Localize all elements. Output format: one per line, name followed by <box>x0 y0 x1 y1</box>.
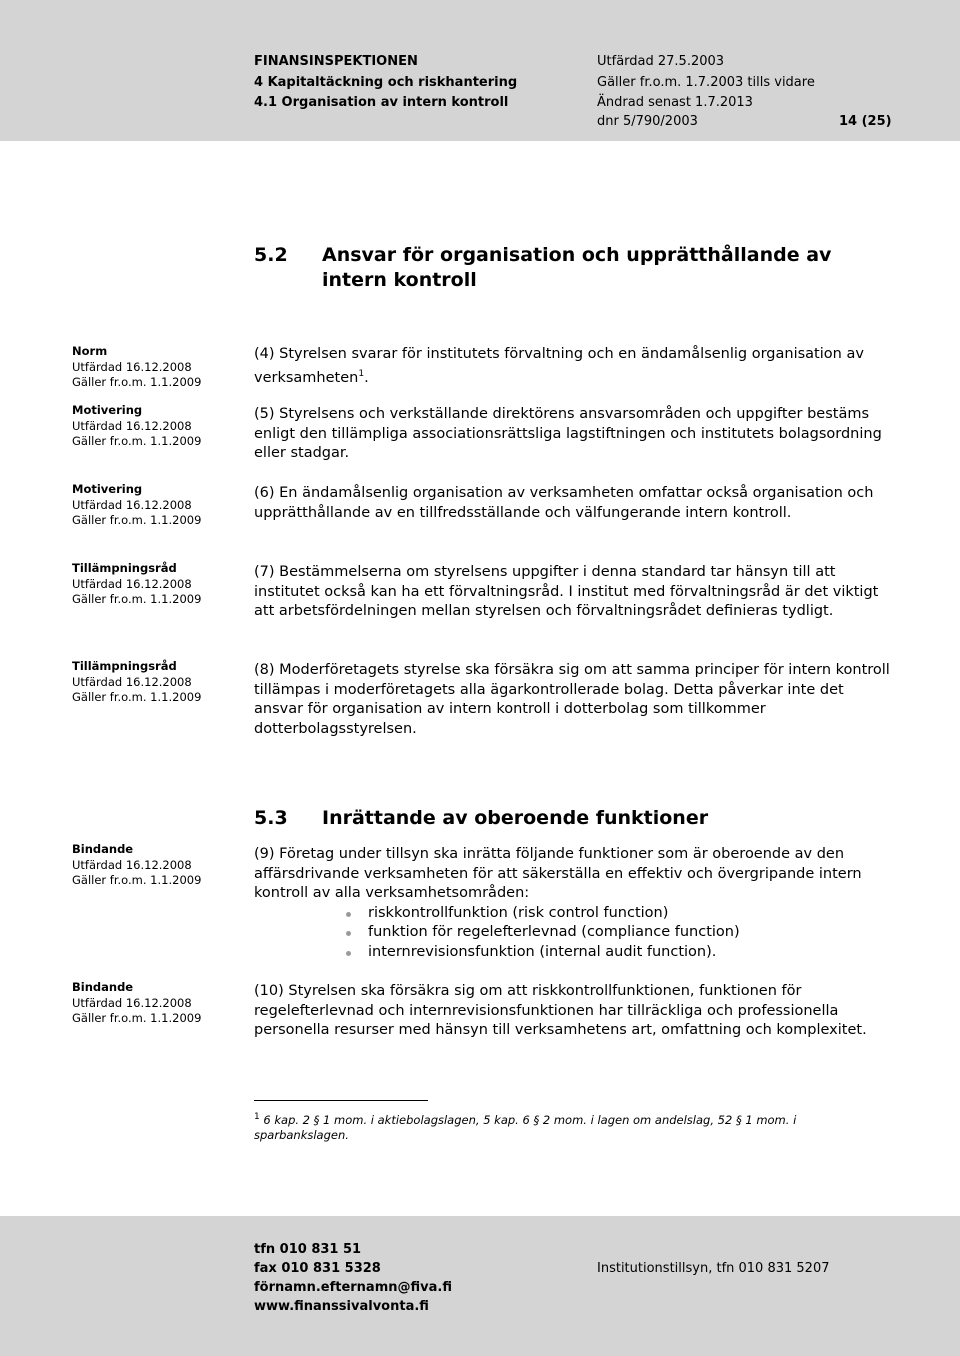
footer-phone: tfn 010 831 51 <box>254 1242 362 1257</box>
paragraph-end: . <box>364 369 369 386</box>
footer-department: Institutionstillsyn, tfn 010 831 5207 <box>597 1261 830 1276</box>
section-title: Inrättande av oberoende funktioner <box>322 807 709 829</box>
margin-note-issued: Utfärdad 16.12.2008 <box>72 995 192 1010</box>
footnote-number: 1 <box>254 1112 260 1122</box>
margin-note-label: Tillämpningsråd <box>72 659 177 673</box>
header-amended: Ändrad senast 1.7.2013 <box>597 95 753 110</box>
list-item: riskkontrollfunktion (risk control function) <box>254 904 894 924</box>
section-title-line1: Ansvar för organisation och upprätthållande av <box>322 244 832 266</box>
footer-fax: fax 010 831 5328 <box>254 1261 381 1276</box>
margin-note-valid: Gäller fr.o.m. 1.1.2009 <box>72 434 202 448</box>
page-number: 14 (25) <box>839 114 892 129</box>
paragraph-text: (9) Företag under tillsyn ska inrätta följande funktioner som är oberoende av den affärsdrivande verksamheten för att säkerställa en effektiv och övergripande intern kontroll av alla verksamhetsområden: <box>254 846 862 902</box>
margin-note-issued: Utfärdad 16.12.2008 <box>72 359 192 374</box>
section-5-2-heading <box>254 243 831 293</box>
paragraph-text: (4) Styrelsen svarar för institutets förvaltning och en ändamålsenlig organisation av verksamheten <box>254 346 864 386</box>
margin-note-label: Bindande <box>72 842 134 856</box>
section-title-line2: intern kontroll <box>322 269 477 291</box>
footer-website: www.finanssivalvonta.fi <box>254 1299 429 1314</box>
margin-note <box>72 344 201 391</box>
margin-note-label: Motivering <box>72 403 143 417</box>
paragraph-5: (5) Styrelsens och verkställande direktörens ansvarsområden och uppgifter bestäms enligt den tillämpliga associationsrättsliga lagstiftningen och institutets bolagsordning eller stadgar. <box>254 406 882 462</box>
paragraph-8: (8) Moderföretagets styrelse ska försäkra sig om att samma principer för intern kontroll tillämpas i moderföretagets alla ägarkontrollerade bolag. Detta påverkar inte det ansvar för organisation av intern kontroll i dotterbolag som tillkommer dotterbolagsstyrelsen. <box>254 662 890 737</box>
page-footer <box>0 1216 960 1356</box>
footnote <box>254 1110 884 1143</box>
header-section: 4.1 Organisation av intern kontroll <box>254 95 509 110</box>
margin-note-issued: Utfärdad 16.12.2008 <box>72 418 192 433</box>
margin-note <box>72 659 201 706</box>
margin-note-valid: Gäller fr.o.m. 1.1.2009 <box>72 513 202 527</box>
margin-note-valid: Gäller fr.o.m. 1.1.2009 <box>72 375 202 389</box>
margin-note-valid: Gäller fr.o.m. 1.1.2009 <box>72 592 202 606</box>
margin-note <box>72 482 201 529</box>
footnote-text: 6 kap. 2 § 1 mom. i aktiebolagslagen, 5 kap. 6 § 2 mom. i lagen om andelslag, 52 § 1 mom. i sparbankslagen. <box>254 1112 797 1142</box>
header-org: FINANSINSPEKTIONEN <box>254 54 418 69</box>
section-number: 5.3 <box>254 807 288 829</box>
paragraph-9 <box>254 845 894 963</box>
header-issued: Utfärdad 27.5.2003 <box>597 54 725 69</box>
header-chapter: 4 Kapitaltäckning och riskhantering <box>254 75 518 90</box>
margin-note-issued: Utfärdad 16.12.2008 <box>72 674 192 689</box>
margin-note-label: Tillämpningsråd <box>72 561 177 575</box>
footnote-ref: 1 <box>358 368 365 379</box>
margin-note-label: Norm <box>72 344 108 358</box>
margin-note <box>72 403 201 450</box>
paragraph-6: (6) En ändamålsenlig organisation av verksamheten omfattar också organisation och upprätthållande av en tillfredsställande och välfungerande intern kontroll. <box>254 485 874 521</box>
list-item: internrevisionsfunktion (internal audit function). <box>254 943 894 963</box>
paragraph-7: (7) Bestämmelserna om styrelsens uppgifter i denna standard tar hänsyn till att institutet också kan ha ett förvaltningsråd. I institut med förvaltningsråd är det viktigt att arbetsfördelningen mellan styrelsen och förvaltningsrådet definieras tydligt. <box>254 564 879 620</box>
margin-note-valid: Gäller fr.o.m. 1.1.2009 <box>72 690 202 704</box>
paragraph-4 <box>254 345 894 388</box>
section-number: 5.2 <box>254 244 288 266</box>
list-item: funktion för regelefterlevnad (compliance function) <box>254 923 894 943</box>
margin-note-valid: Gäller fr.o.m. 1.1.2009 <box>72 1011 202 1025</box>
paragraph-10: (10) Styrelsen ska försäkra sig om att riskkontrollfunktionen, funktionen för regelefterlevnad och internrevisionsfunktionen har tillräckliga och professionella personella resurser med hänsyn till verksamhetens art, omfattning och komplexitet. <box>254 983 867 1039</box>
header-dnr: dnr 5/790/2003 <box>597 114 698 129</box>
page-header <box>0 0 960 141</box>
margin-note-issued: Utfärdad 16.12.2008 <box>72 497 192 512</box>
margin-note <box>72 980 201 1027</box>
margin-note-label: Motivering <box>72 482 143 496</box>
margin-note-label: Bindande <box>72 980 134 994</box>
margin-note <box>72 842 201 889</box>
header-valid: Gäller fr.o.m. 1.7.2003 tills vidare <box>597 75 815 90</box>
margin-note <box>72 561 201 608</box>
footnote-divider <box>254 1100 428 1101</box>
section-5-3-heading <box>254 806 708 831</box>
margin-note-issued: Utfärdad 16.12.2008 <box>72 576 192 591</box>
footer-email: förnamn.efternamn@fiva.fi <box>254 1280 452 1295</box>
margin-note-valid: Gäller fr.o.m. 1.1.2009 <box>72 873 202 887</box>
function-list <box>254 904 894 963</box>
margin-note-issued: Utfärdad 16.12.2008 <box>72 857 192 872</box>
